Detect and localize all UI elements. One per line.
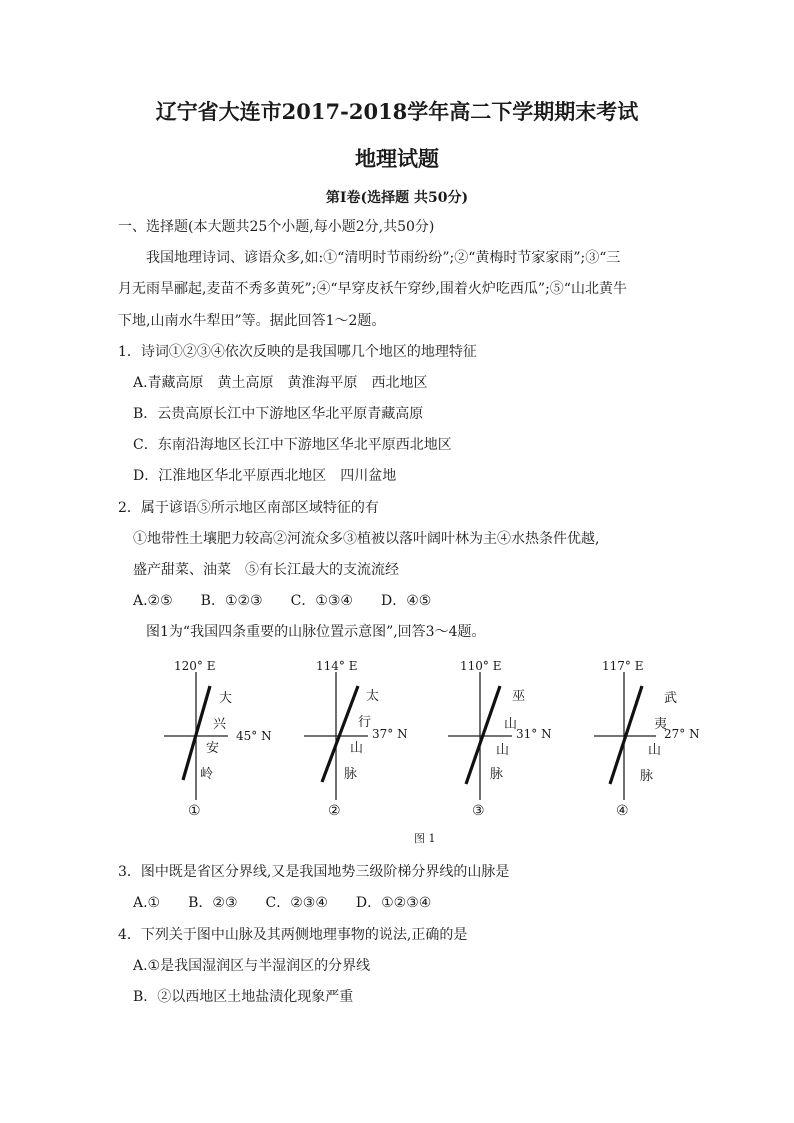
panel-4 — [594, 659, 700, 819]
figure-intro: 图1为“我国四条重要的山脉位置示意图”,回答3～4题。 — [146, 624, 486, 640]
panel-3 — [448, 659, 552, 819]
range-name-char: 山 — [496, 743, 510, 758]
intro-line-1: 我国地理诗词、谚语众多,如:①“清明时节雨纷纷”;②“黄梅时节家家雨”;③“三 — [146, 250, 621, 266]
panel-2 — [304, 659, 408, 819]
figure-caption: 图 1 — [414, 832, 436, 845]
exam-subtitle: 地理试题 — [355, 146, 439, 171]
panel-1 — [164, 659, 272, 819]
q2-stem: 2．属于谚语⑤所示地区南部区域特征的有 — [118, 500, 379, 516]
q1-stem: 1．诗词①②③④依次反映的是我国哪几个地区的地理特征 — [118, 344, 477, 360]
range-name-char: 武 — [664, 691, 678, 706]
exam-title: 辽宁省大连市2017-2018学年高二下学期期末考试 — [155, 99, 639, 124]
q2-detail-2: 盛产甜菜、油菜 ⑤有长江最大的支流流经 — [133, 562, 399, 578]
longitude-label: 117° E — [602, 659, 644, 673]
q1-option-d: D．江淮地区华北平原西北地区 四川盆地 — [133, 468, 397, 484]
q3-stem: 3．图中既是省区分界线,又是我国地势三级阶梯分界线的山脉是 — [118, 864, 510, 880]
latitude-label: 31° N — [516, 727, 552, 741]
range-name-char: 巫 — [512, 689, 526, 704]
section-heading: 第Ⅰ卷(选择题 共50分) — [325, 190, 469, 206]
range-name-char: 安 — [206, 741, 220, 756]
range-name-char: 岭 — [200, 767, 214, 782]
q3-options: A.① B．②③ C．②③④ D．①②③④ — [133, 895, 432, 911]
range-name-char: 兴 — [213, 717, 227, 732]
mountain-range-figure — [0, 650, 794, 850]
longitude-label: 120° E — [174, 659, 216, 673]
q1-option-a: A.青藏高原 黄土高原 黄淮海平原 西北地区 — [133, 375, 428, 391]
latitude-label: 37° N — [372, 727, 408, 741]
intro-line-2: 月无雨旱郦起,麦苗不秀多黄死”;④“早穿皮袄午穿纱,围着火炉吃西瓜”;⑤“山北黄牛 — [118, 281, 627, 297]
range-name-char: 大 — [219, 691, 233, 706]
q4-option-b: B．②以西地区土地盐渍化现象严重 — [133, 989, 354, 1005]
range-name-char: 山 — [350, 741, 364, 756]
range-name-char: 山 — [648, 743, 662, 758]
range-name-char: 脉 — [490, 767, 504, 782]
range-name-char: 山 — [504, 717, 518, 732]
range-name-char: 脉 — [344, 767, 358, 782]
mountain-range-line — [610, 686, 642, 784]
range-name-char: 太 — [366, 689, 380, 704]
q2-detail-1: ①地带性土壤肥力较高②河流众多③植被以落叶阔叶林为主④水热条件优越, — [133, 531, 600, 547]
q1-option-b: B．云贵高原长江中下游地区华北平原青藏高原 — [133, 406, 424, 422]
intro-line-3: 下地,山南水牛犁田”等。据此回答1～2题。 — [118, 313, 386, 329]
panel-number: ③ — [472, 803, 485, 819]
panel-number: ④ — [616, 803, 629, 819]
q1-option-c: C．东南沿海地区长江中下游地区华北平原西北地区 — [133, 437, 452, 453]
range-name-char: 夷 — [654, 717, 668, 732]
q4-stem: 4．下列关于图中山脉及其两侧地理事物的说法,正确的是 — [118, 927, 468, 943]
part-heading: 一、选择题(本大题共25个小题,每小题2分,共50分) — [118, 219, 435, 235]
latitude-label: 27° N — [664, 727, 700, 741]
latitude-label: 45° N — [236, 729, 272, 743]
q4-option-a: A.①是我国湿润区与半湿润区的分界线 — [133, 958, 371, 974]
panel-number: ② — [328, 803, 341, 819]
range-name-char: 脉 — [640, 769, 654, 784]
range-name-char: 行 — [358, 715, 372, 730]
longitude-label: 114° E — [316, 659, 358, 673]
q2-options: A.②⑤ B．①②③ C．①③④ D．④⑤ — [133, 593, 432, 609]
longitude-label: 110° E — [460, 659, 502, 673]
panel-number: ① — [188, 803, 201, 819]
